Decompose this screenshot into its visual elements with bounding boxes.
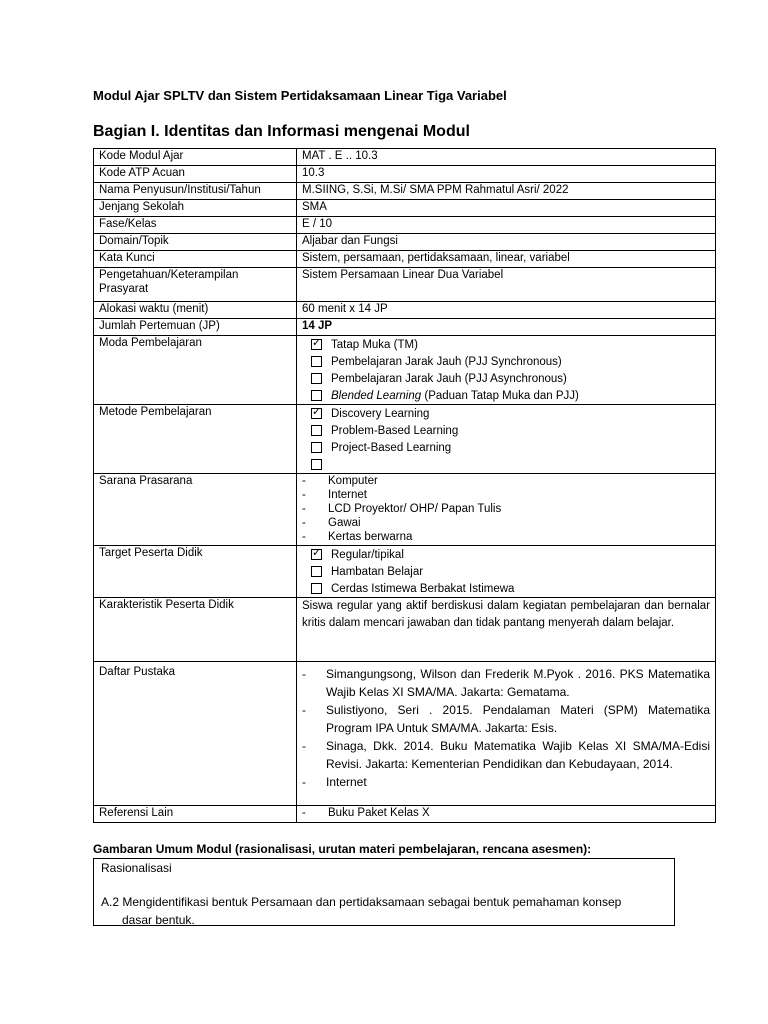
list-item-text: Gawai [328,517,361,529]
checkbox-empty-icon[interactable] [311,425,322,436]
rationale-line: dasar bentuk. [122,913,195,927]
row-label: Jumlah Pertemuan (JP) [94,319,297,336]
checkbox-option[interactable] [302,336,710,353]
row-value: Aljabar dan Fungsi [297,234,716,251]
row-label: Fase/Kelas [94,217,297,234]
blended-italic: Blended Learning [331,389,422,402]
bullet-dash: - [302,807,306,819]
overview-heading: Gambaran Umum Modul (rasionalisasi, urutan materi pembelajaran, rencana asesmen): [93,842,592,856]
bullet-dash: - [302,667,306,681]
list-item [302,701,710,737]
checkbox-option[interactable] [302,353,710,370]
row-label-line: Pengetahuan/Keterampilan [99,269,239,281]
row-label: Domain/Topik [94,234,297,251]
row-label: Karakteristik Peserta Didik [94,598,297,662]
document-title: Modul Ajar SPLTV dan Sistem Pertidaksamaan Linear Tiga Variabel [93,88,507,103]
list-item-text: Simangungsong, Wilson dan Frederik M.Pyok . 2016. PKS Matematika Wajib Kelas XI SMA/MA. Jakarta: Gematama. [326,667,710,699]
list-item-text: Sulistiyono, Seri . 2015. Pendalaman Materi (SPM) Matematika Program IPA Untuk SMA/MA. Jakarta: Esis. [326,703,710,735]
table-row [94,598,716,662]
option-label: Project-Based Learning [331,441,452,454]
checkbox-checked-icon[interactable] [311,549,322,560]
table-row [94,183,716,200]
list-item [302,665,710,701]
list-item-text: Komputer [328,475,378,487]
list-item [302,773,710,791]
list-item [302,488,710,502]
row-label: Moda Pembelajaran [94,336,297,405]
target-options [297,546,716,598]
list-item [302,530,710,544]
row-label: Metode Pembelajaran [94,405,297,474]
moda-options [297,336,716,405]
bullet-dash: - [302,739,306,753]
list-item [302,806,710,820]
row-value: M.SIING, S.Si, M.Si/ SMA PPM Rahmatul Asri/ 2022 [297,183,716,200]
bullet-dash: - [302,775,306,789]
row-label: Daftar Pustaka [94,662,297,806]
table-row [94,268,716,302]
bullet-dash: - [302,531,306,543]
row-label: Referensi Lain [94,806,297,823]
row-value: MAT . E .. 10.3 [297,149,716,166]
row-value: Sistem, persamaan, pertidaksamaan, linear, variabel [297,251,716,268]
row-value: Siswa regular yang aktif berdiskusi dalam kegiatan pembelajaran dan bernalar kritis dalam mencari jawaban dan tidak pantang menyerah dalam belajar. [297,598,716,662]
bullet-dash: - [302,475,306,487]
checkbox-checked-icon[interactable] [311,408,322,419]
table-row [94,200,716,217]
row-value: SMA [297,200,716,217]
table-row [94,336,716,405]
checkbox-option[interactable] [302,387,710,404]
row-label [94,268,297,302]
list-item-text: Buku Paket Kelas X [328,807,430,819]
checkbox-option[interactable] [302,546,710,563]
checkbox-option[interactable] [302,456,710,473]
checkbox-empty-icon[interactable] [311,442,322,453]
list-item [302,516,710,530]
table-row [94,234,716,251]
checkbox-checked-icon[interactable] [311,339,322,350]
table-row [94,662,716,806]
row-label: Sarana Prasarana [94,474,297,546]
table-row [94,319,716,336]
row-label: Nama Penyusun/Institusi/Tahun [94,183,297,200]
table-row [94,166,716,183]
list-item-text: Internet [328,489,367,501]
option-label [331,389,579,403]
checkbox-empty-icon[interactable] [311,459,322,470]
row-label: Target Peserta Didik [94,546,297,598]
rationale-line: A.2 Mengidentifikasi bentuk Persamaan dan pertidaksamaan sebagai bentuk pemahaman konsep [101,895,622,909]
bullet-dash: - [302,503,306,515]
table-row [94,149,716,166]
section-title: Bagian I. Identitas dan Informasi mengenai Modul [93,123,470,140]
row-label: Kata Kunci [94,251,297,268]
row-value: E / 10 [297,217,716,234]
row-value: 10.3 [297,166,716,183]
bullet-dash: - [302,489,306,501]
option-label: Cerdas Istimewa Berbakat Istimewa [331,582,515,595]
checkbox-option[interactable] [302,370,710,387]
table-row [94,251,716,268]
row-value [297,806,716,823]
module-info-table [93,148,716,823]
option-label: Discovery Learning [331,407,430,420]
option-label: Regular/tipikal [331,548,404,561]
row-value: 14 JP [297,319,716,336]
bullet-dash: - [302,703,306,717]
list-item [302,502,710,516]
option-label: Pembelajaran Jarak Jauh (PJJ Asynchronous) [331,372,567,385]
list-item [302,737,710,773]
option-label: Hambatan Belajar [331,565,424,578]
checkbox-empty-icon[interactable] [311,583,322,594]
option-label: Problem-Based Learning [331,424,459,437]
table-row [94,806,716,823]
checkbox-option[interactable] [302,405,710,422]
checkbox-option[interactable] [302,422,710,439]
row-label: Jenjang Sekolah [94,200,297,217]
row-value: Sistem Persamaan Linear Dua Variabel [297,268,716,302]
rationale-box [93,858,675,926]
checkbox-empty-icon[interactable] [311,566,322,577]
option-label: Tatap Muka (TM) [331,338,418,351]
row-label: Kode ATP Acuan [94,166,297,183]
list-item [302,474,710,488]
list-item-text: Internet [326,775,367,789]
rationale-title: Rasionalisasi [101,861,172,875]
list-item-text: LCD Proyektor/ OHP/ Papan Tulis [328,503,502,515]
row-label: Kode Modul Ajar [94,149,297,166]
checkbox-option[interactable] [302,563,710,580]
rationale-text [101,893,666,929]
checkbox-empty-icon[interactable] [311,390,322,401]
row-label: Alokasi waktu (menit) [94,302,297,319]
list-item-text: Sinaga, Dkk. 2014. Buku Matematika Wajib Kelas XI SMA/MA-Edisi Revisi. Jakarta: Kementerian Pendidikan dan Kebudayaan, 2014. [326,739,710,771]
option-label: Pembelajaran Jarak Jauh (PJJ Synchronous) [331,355,562,368]
table-row [94,302,716,319]
checkbox-empty-icon[interactable] [311,356,322,367]
blended-rest: (Paduan Tatap Muka dan PJJ) [421,389,579,402]
bullet-dash: - [302,517,306,529]
table-row [94,405,716,474]
sarana-list [297,474,716,546]
pustaka-list [297,662,716,806]
checkbox-option[interactable] [302,439,710,456]
row-value: 60 menit x 14 JP [297,302,716,319]
table-row [94,546,716,598]
row-label-line: Prasyarat [99,283,149,295]
table-row [94,474,716,546]
checkbox-option[interactable] [302,580,710,597]
checkbox-empty-icon[interactable] [311,373,322,384]
table-row [94,217,716,234]
list-item-text: Kertas berwarna [328,531,413,543]
metode-options [297,405,716,474]
